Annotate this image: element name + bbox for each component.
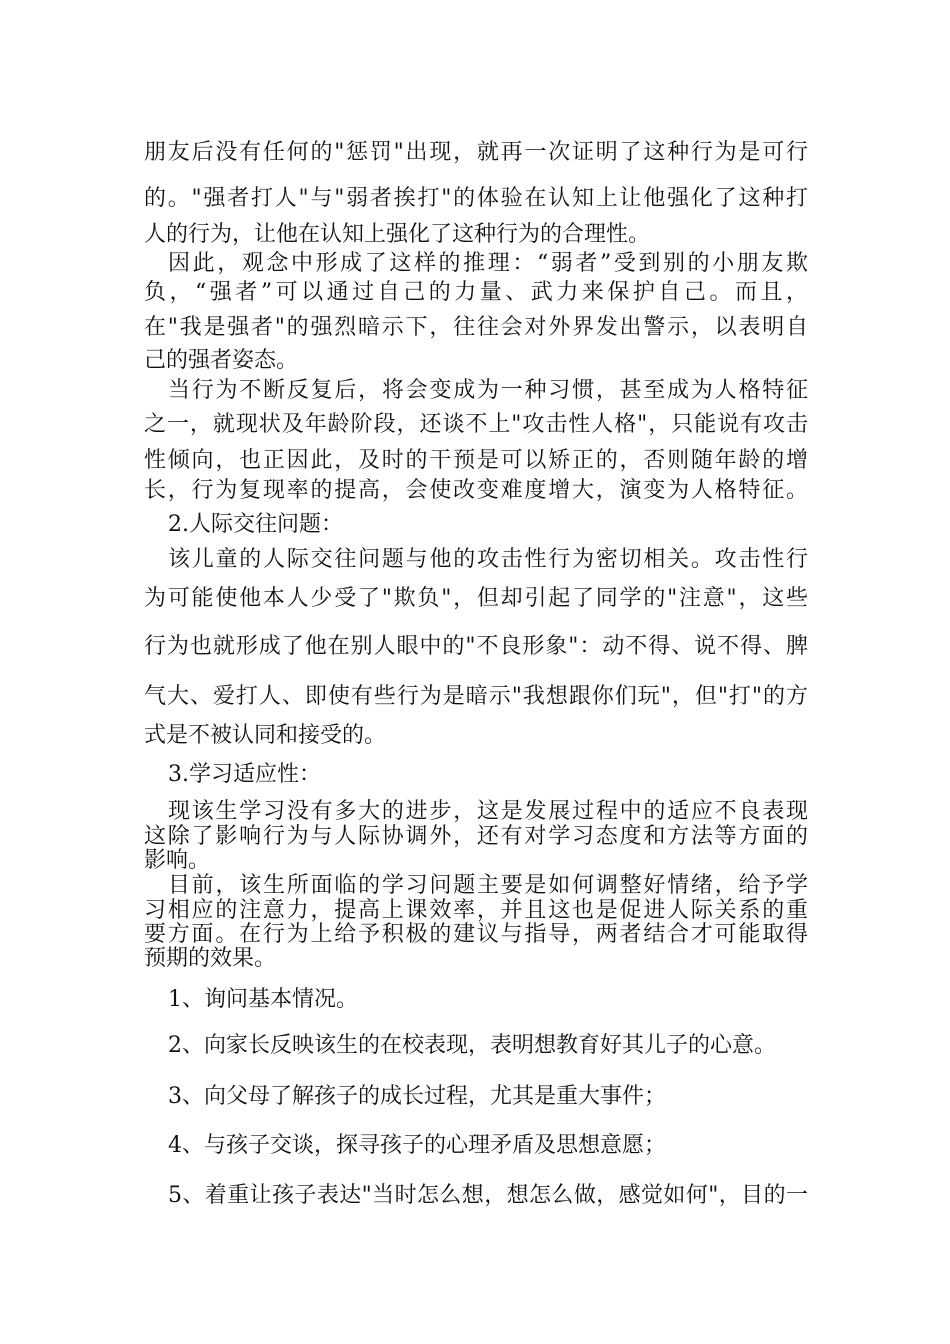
text-line: 要方面。在行为上给予积极的建议与指导，两者结合才可能取得: [144, 922, 808, 947]
text-line: 的。"强者打人"与"弱者挨打"的体验在认知上让他强化了这种打: [144, 186, 808, 211]
text-line: 习相应的注意力，提高上课效率，并且这也是促进人际关系的重: [144, 898, 808, 923]
list-item: 5、着重让孩子表达"当时怎么想，想怎么做，感觉如何"，目的一: [168, 1183, 808, 1208]
text-line: 负，“强者”可以通过自己的力量、武力来保护自己。而且，: [144, 280, 808, 305]
text-line: 当行为不断反复后，将会变成为一种习惯，甚至成为人格特征: [168, 378, 808, 403]
list-item: 4、与孩子交谈，探寻孩子的心理矛盾及思想意愿；: [168, 1133, 666, 1158]
text-line: 在"我是强者"的强烈暗示下，往往会对外界发出警示，以表明自: [144, 315, 808, 340]
text-line: 朋友后没有任何的"惩罚"出现，就再一次证明了这种行为是可行: [144, 140, 808, 165]
text-line: 式是不被认同和接受的。: [144, 723, 387, 748]
text-line: 人的行为，让他在认知上强化了这种行为的合理性。: [144, 222, 651, 247]
text-line: 性倾向，也正因此，及时的干预是可以矫正的，否则随年龄的增: [144, 448, 808, 473]
text-line: 目前，该生所面临的学习问题主要是如何调整好情绪，给予学: [168, 873, 808, 898]
text-line: 这除了影响行为与人际协调外，还有对学习态度和方法等方面的: [144, 824, 808, 849]
list-item: 1、询问基本情况。: [168, 987, 358, 1012]
text-line: 己的强者姿态。: [144, 348, 299, 373]
section-heading: 3.学习适应性：: [168, 762, 321, 787]
list-item: 3、向父母了解孩子的成长过程，尤其是重大事件；: [168, 1084, 666, 1109]
text-line: 现该生学习没有多大的进步，这是发展过程中的适应不良表现: [168, 799, 808, 824]
text-line: 因此，观念中形成了这样的推理：“弱者”受到别的小朋友欺: [168, 251, 808, 276]
text-line: 预期的效果。: [144, 946, 277, 971]
text-line: 为可能使他本人少受了"欺负"，但却引起了同学的"注意"，这些: [144, 586, 808, 611]
section-heading: 2.人际交往问题：: [168, 512, 343, 537]
list-item: 2、向家长反映该生的在校表现，表明想教育好其儿子的心意。: [168, 1033, 776, 1058]
text-line: 之一，就现状及年龄阶段，还谈不上"攻击性人格"，只能说有攻击: [144, 412, 808, 437]
text-line: 该儿童的人际交往问题与他的攻击性行为密切相关。攻击性行: [168, 547, 808, 572]
text-line: 长，行为复现率的提高，会使改变难度增大，演变为人格特征。: [144, 478, 808, 503]
text-line: 行为也就形成了他在别人眼中的"不良形象"：动不得、说不得、脾: [144, 634, 808, 659]
text-line: 影响。: [144, 848, 211, 873]
text-line: 气大、爱打人、即使有些行为是暗示"我想跟你们玩"，但"打"的方: [144, 684, 808, 709]
